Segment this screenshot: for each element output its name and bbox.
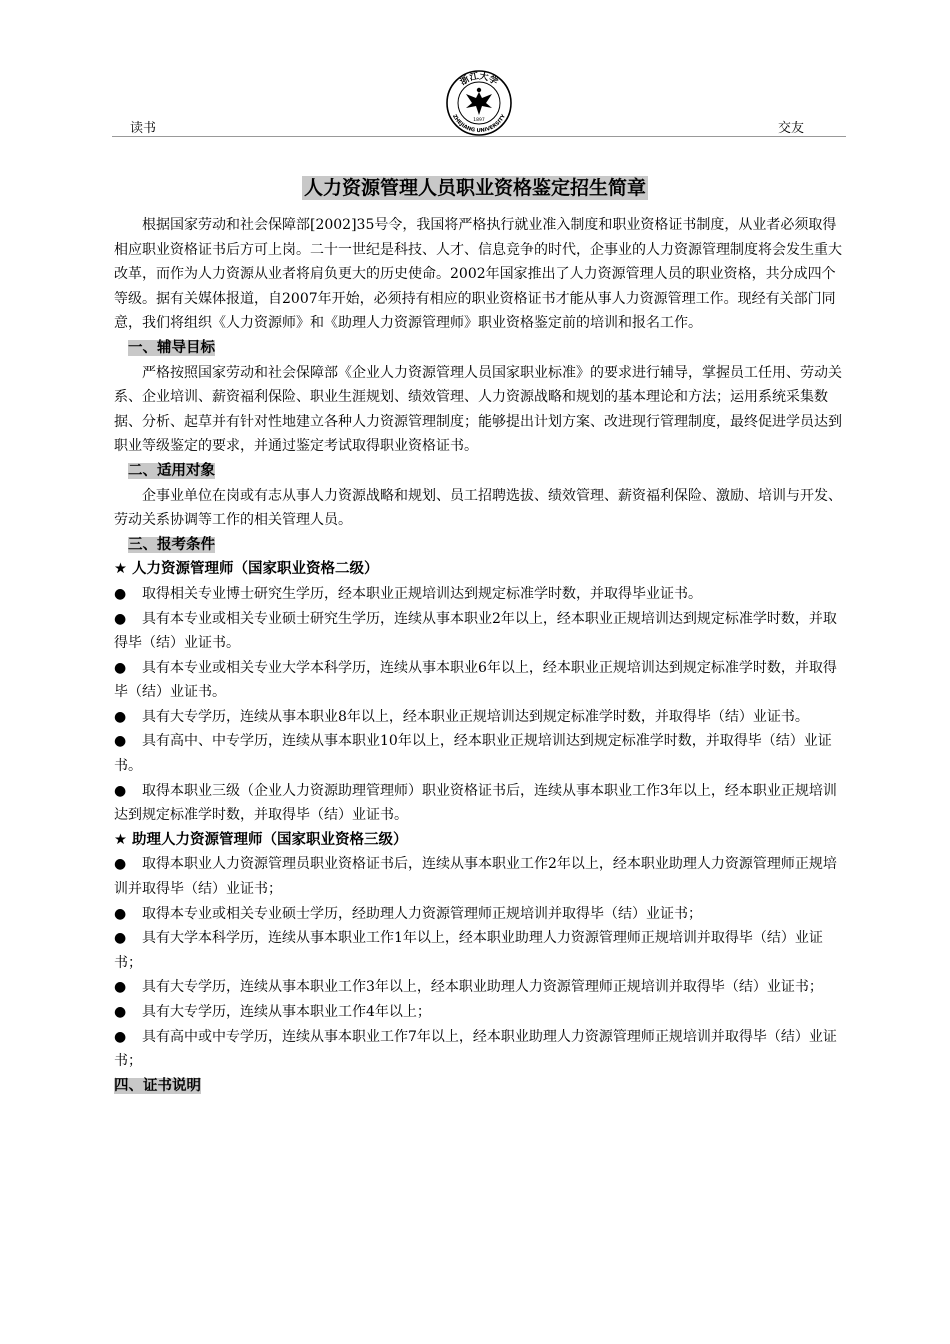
level-3-item: ● 具有大专学历，连续从事本职业工作3年以上，经本职业助理人力资源管理师正规培训并取得毕（结）业证书；	[114, 975, 848, 1000]
bullet-icon: ●	[114, 782, 127, 799]
level-2-item: ● 具有大专学历，连续从事本职业8年以上，经本职业正规培训达到规定标准学时数，并取得毕（结）业证书。	[114, 705, 848, 730]
bullet-icon: ●	[114, 905, 127, 922]
level-3-item: ● 具有大学本科学历，连续从事本职业工作1年以上，经本职业助理人力资源管理师正规培训并取得毕（结）业证书；	[114, 926, 848, 975]
section-1-paragraph: 严格按照国家劳动和社会保障部《企业人力资源管理人员国家职业标准》的要求进行辅导，掌握员工任用、劳动关系、企业培训、薪资福利保险、职业生涯规划、绩效管理、人力资源战略和规划的基本理论和方法；运用系统采集数据、分析、起草并有针对性地建立各种人力资源管理制度；能够提出计划方案、改进现行管理制度，最终促进学员达到职业等级鉴定的要求，并通过鉴定考试取得职业资格证书。	[114, 364, 842, 455]
level-3-item: ● 取得本职业人力资源管理员职业资格证书后，连续从事本职业工作2年以上，经本职业助理人力资源管理师正规培训并取得毕（结）业证书；	[114, 852, 848, 901]
eagle-emblem	[466, 88, 492, 115]
section-heading-1: 一、辅导目标	[128, 339, 215, 356]
level-2-item: ● 具有本专业或相关专业硕士研究生学历，连续从事本职业2年以上，经本职业正规培训达到规定标准学时数，并取得毕（结）业证书。	[114, 607, 848, 656]
logo-chinese-name: 浙江大学	[458, 71, 500, 88]
level-3-item: ● 具有大专学历，连续从事本职业工作4年以上；	[114, 1000, 848, 1025]
bullet-icon: ●	[114, 708, 127, 725]
level-3-item: ● 具有高中或中专学历，连续从事本职业工作7年以上，经本职业助理人力资源管理师正规培训并取得毕（结）业证书；	[114, 1025, 848, 1074]
section-heading-4: 四、证书说明	[114, 1077, 201, 1094]
document-title: 人力资源管理人员职业资格鉴定招生简章	[303, 177, 646, 199]
intro-paragraph: 根据国家劳动和社会保障部[2002]35号令，我国将严格执行就业准入制度和职业资格证书制度，从业者必须取得相应职业资格证书后方可上岗。二十一世纪是科技、人才、信息竞争的时代，企事业的人力资源管理制度将会发生重大改革，而作为人力资源从业者将肩负更大的历史使命。2002年国家推出了人力资源管理人员的职业资格，共分成四个等级。据有关媒体报道，自2007年开始，必须持有相应的职业资格证书才能从事人力资源管理工作。现经有关部门同意，我们将组织《人力资源师》和《助理人力资源管理师》职业资格鉴定前的培训和报名工作。	[114, 217, 842, 332]
bullet-icon: ●	[114, 733, 127, 750]
header-left-text: 读书	[130, 121, 157, 136]
section-heading-3: 三、报考条件	[128, 536, 215, 553]
section-2-paragraph: 企事业单位在岗或有志从事人力资源战略和规划、员工招聘选拔、绩效管理、薪资福利保险、激励、培训与开发、劳动关系协调等工作的相关管理人员。	[114, 487, 842, 529]
level-2-item: ● 具有本专业或相关专业大学本科学历，连续从事本职业6年以上，经本职业正规培训达到规定标准学时数，并取得毕（结）业证书。	[114, 656, 848, 705]
svg-text:浙江大学	[458, 70, 501, 88]
bullet-icon: ●	[114, 1004, 127, 1020]
level-2-item: ● 取得相关专业博士研究生学历，经本职业正规培训达到规定标准学时数，并取得毕业证书。	[114, 582, 848, 607]
level-2-item: ● 取得本职业三级（企业人力资源助理管理师）职业资格证书后，连续从事本职业工作3年以上，经本职业正规培训达到规定标准学时数，并取得毕（结）业证书。	[114, 779, 848, 828]
level-2-heading: ★ 人力资源管理师（国家职业资格二级）	[114, 561, 379, 578]
level-2-item: ● 具有高中、中专学历，连续从事本职业10年以上，经本职业正规培训达到规定标准学时数，并取得毕（结）业证书。	[114, 729, 848, 778]
level-3-item: ● 取得本专业或相关专业硕士学历，经助理人力资源管理师正规培训并取得毕（结）业证书；	[114, 902, 848, 927]
university-logo	[444, 70, 514, 136]
bullet-icon: ●	[114, 610, 127, 627]
bullet-icon: ●	[114, 1028, 127, 1045]
bullet-icon: ●	[114, 979, 127, 996]
document-title-wrap	[0, 173, 950, 200]
logo-english-name: ZHEJIANG UNIVERSITY	[451, 113, 507, 135]
header-divider	[112, 136, 846, 137]
level-3-heading: ★ 助理人力资源管理师（国家职业资格三级）	[114, 831, 408, 848]
bullet-icon: ●	[114, 585, 127, 602]
bullet-icon: ●	[114, 659, 127, 676]
header-right-text: 交友	[778, 121, 805, 136]
document-body	[114, 213, 848, 1098]
bullet-icon: ●	[114, 930, 127, 947]
logo-year: 1897	[473, 118, 485, 123]
section-heading-2: 二、适用对象	[128, 462, 215, 479]
bullet-icon: ●	[114, 856, 127, 873]
